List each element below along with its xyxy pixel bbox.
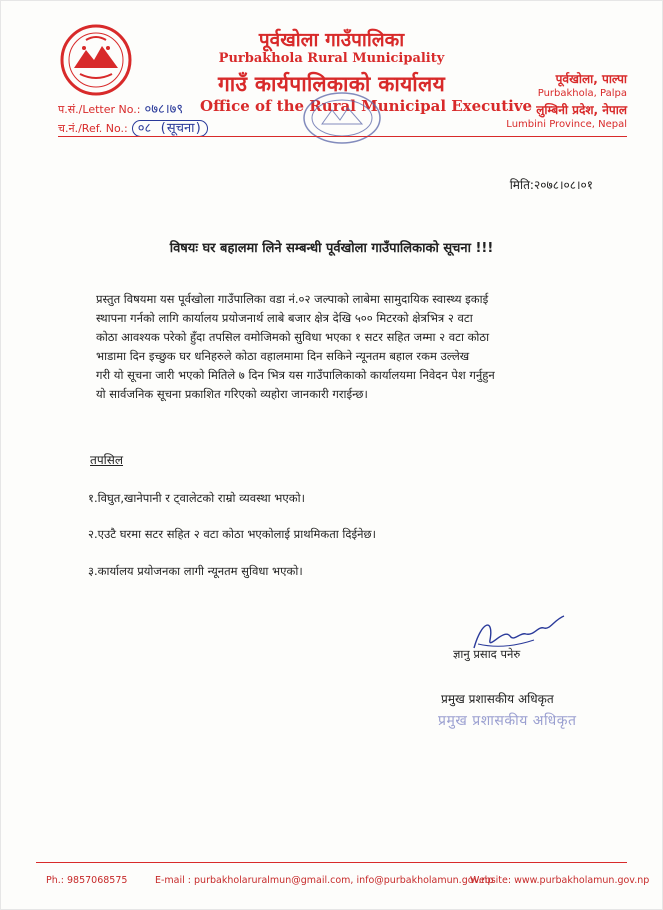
municipality-name-nepali: पूर्वखोला गाउँपालिका bbox=[258, 29, 405, 51]
address-line-english: Purbakhola, Palpa bbox=[537, 88, 627, 99]
letter-number-label: प.सं./Letter No.: bbox=[58, 103, 141, 116]
body-line: स्थापना गर्नको लागि कार्यालय प्रयोजनार्थ लाबे बजार क्षेत्र देखि ५०० मिटरको क्षेत्रभित्र २ वटा bbox=[96, 311, 473, 325]
signer-name: ज्ञानु प्रसाद पनेरु bbox=[453, 647, 521, 661]
footer-email: E-mail : purbakholaruralmun@gmail.com, info@purbakholamun.gov.np bbox=[155, 875, 494, 886]
body-line: गरी यो सूचना जारी भएको मितिले ७ दिन भित्र यस गाउँपालिकाको कार्यालयमा निवेदन पेश गर्नुहुन bbox=[96, 368, 495, 382]
office-name-nepali: गाउँ कार्यपालिकाको कार्यालय bbox=[217, 72, 446, 96]
list-item: २.एउटै घरमा सटर सहित २ वटा कोठा भएकोलाई प्राथमिकता दिईनेछ। bbox=[88, 527, 376, 541]
letter-body bbox=[96, 290, 588, 404]
municipality-name-english: Purbakhola Rural Municipality bbox=[218, 51, 445, 66]
letter-date: मिति:२०७८।०८।०१ bbox=[509, 178, 593, 192]
office-seal-stamp-icon bbox=[300, 90, 384, 146]
body-line: कोठा आवश्यक परेको हुँदा तपसिल वमोजिमको सुविधा भएका १ सटर सहित जम्मा २ वटा कोठा bbox=[96, 330, 490, 344]
signer-title-stamp: प्रमुख प्रशासकीय अधिकृत bbox=[438, 713, 577, 729]
province-line-nepali: लुम्बिनी प्रदेश, नेपाल bbox=[536, 103, 627, 117]
footer-website: Website: www.purbakholamun.gov.np bbox=[470, 875, 650, 886]
body-line: भाडामा दिन इच्छुक घर धनिहरुले कोठा वहालमामा दिन सकिने न्यूनतम बहाल रकम उल्लेख bbox=[96, 349, 470, 363]
letter-number-value: ०७८।७९ bbox=[144, 102, 184, 117]
body-line: प्रस्तुत विषयमा यस पूर्वखोला गाउँपालिका वडा नं.०२ जल्पाको लाबेमा सामुदायिक स्वास्थ्य इकाई bbox=[96, 292, 489, 306]
footer-phone: Ph.: 9857068575 bbox=[46, 875, 128, 886]
details-heading: तपसिल bbox=[90, 453, 124, 467]
reference-number bbox=[58, 118, 208, 136]
letter-number bbox=[58, 99, 183, 117]
list-item: ३.कार्यालय प्रयोजनका लागी न्यूनतम सुविधा भएको। bbox=[88, 564, 303, 578]
letter-subject: विषयः घर बहालमा लिने सम्बन्धी पूर्वखोला गाउँपालिकाको सूचना !!! bbox=[169, 241, 494, 256]
province-line-english: Lumbini Province, Nepal bbox=[506, 119, 627, 130]
body-line: यो सार्वजनिक सूचना प्रकाशित गरिएको व्यहोरा जानकारी गराईन्छ। bbox=[96, 387, 368, 401]
list-item: १.विघुत,खानेपानी र ट्वालेटको राम्रो व्यवस्था भएको। bbox=[88, 491, 305, 505]
reference-number-value: ०८ (सूचना) bbox=[132, 120, 209, 137]
reference-number-label: च.नं./Ref. No.: bbox=[58, 122, 128, 135]
address-line-nepali: पूर्वखोला, पाल्पा bbox=[555, 72, 627, 86]
footer-divider bbox=[36, 862, 627, 863]
office-name-english: Office of the Rural Municipal Executive bbox=[200, 97, 533, 115]
signer-title: प्रमुख प्रशासकीय अधिकृत bbox=[441, 692, 554, 706]
header-divider bbox=[58, 136, 627, 137]
